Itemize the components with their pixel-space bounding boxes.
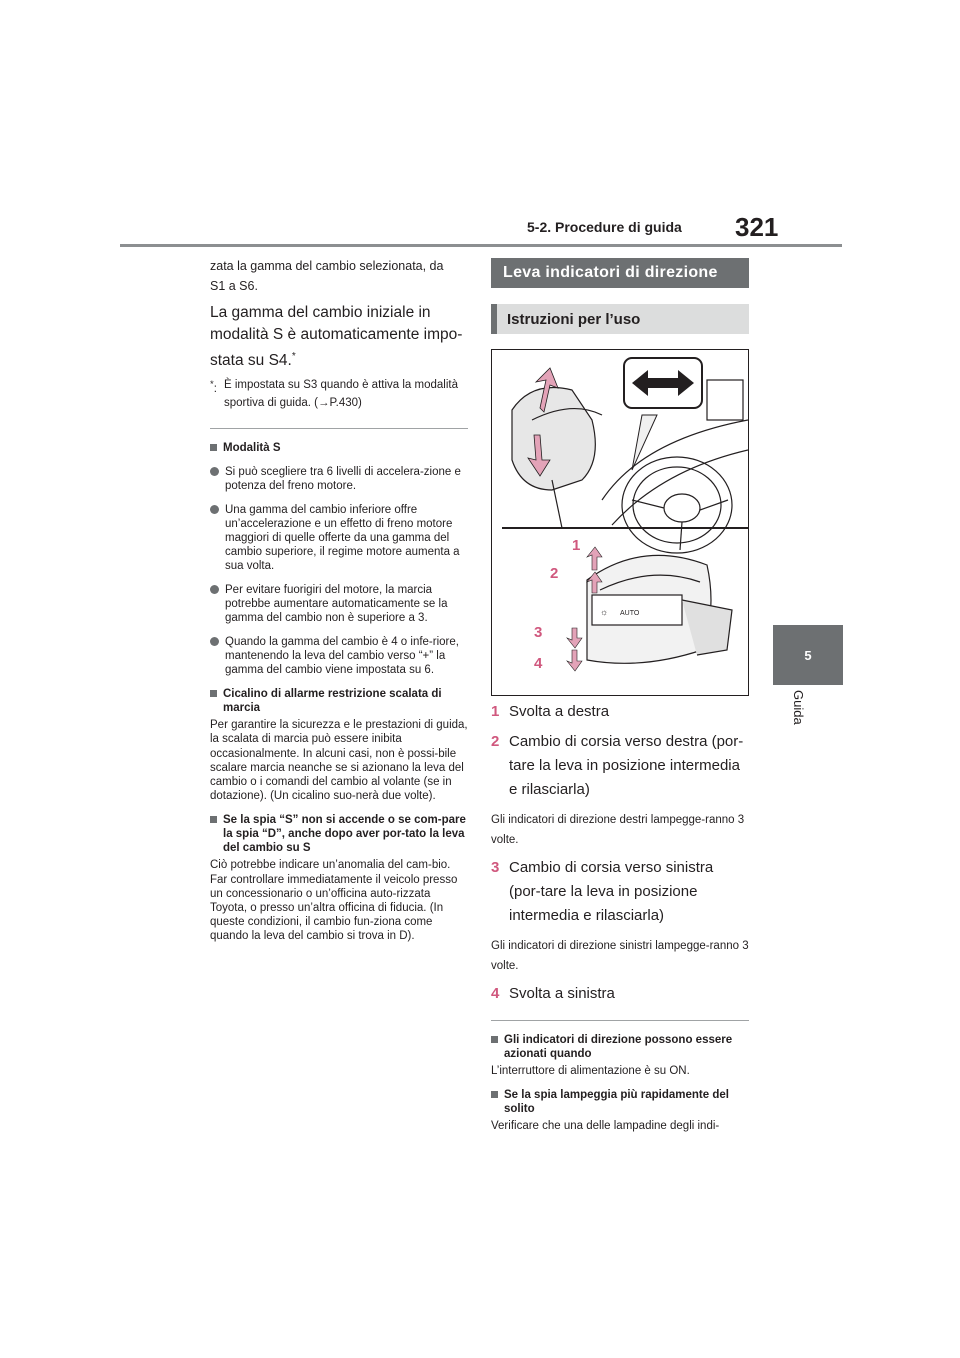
turn-signal-figure — [491, 349, 749, 696]
footnote-text: È impostata su S3 quando è attiva la modalità sportiva di guida. (→P.430) — [224, 379, 458, 410]
square-bullet-icon — [491, 1091, 498, 1098]
square-bullet-icon — [210, 690, 217, 697]
turn-signal-illustration — [492, 350, 748, 695]
callout-3: 3 — [534, 624, 543, 641]
list-item: Una gamma del cambio inferiore offre un’accelerazione e un effetto di freno motore maggiori di quelle offerte da una gamma del cambio superiore, il regime motore aumenta a sua volta. — [210, 503, 468, 573]
callout-2: 2 — [550, 565, 559, 582]
svg-text:☼: ☼ — [600, 607, 609, 617]
square-bullet-icon — [210, 444, 217, 451]
note-heading: Se la spia lampeggia più rapidamente del solito — [491, 1088, 749, 1116]
section-title: 5-2. Procedure di guida — [527, 219, 682, 235]
chapter-tab[interactable]: 5 — [773, 625, 843, 685]
section-body: Per garantire la sicurezza e le prestazioni di guida, la scalata di marcia può essere inibita occasionalmente. In alcuni casi, non è possi-bile scalare marcia neanche se si azionano la leva del cambio o i comandi del cambio al volante (se in dotazione). (Un cicalino suo-nerà due volte). — [210, 719, 468, 803]
callout-box — [624, 358, 702, 470]
section-banner: Leva indicatori di direzione — [491, 258, 749, 288]
square-bullet-icon — [210, 816, 217, 823]
svg-text:AUTO: AUTO — [620, 610, 640, 617]
note-body: L’interruttore di alimentazione è su ON. — [491, 1065, 690, 1077]
intro-line: zata la gamma del cambio selezionata, da — [210, 259, 444, 273]
list-item: Quando la gamma del cambio è 4 o infe-riore, mantenendo la leva del cambio verso “+” la gamma del cambio viene impostata su 6. — [210, 635, 468, 677]
initial-range-text: La gamma del cambio iniziale in modalità S è automaticamente impo-stata su S4.* — [210, 304, 463, 370]
s-mode-heading: Modalità S — [210, 441, 468, 455]
section-heading: Cicalino di allarme restrizione scalata di marcia — [210, 687, 468, 715]
callout-1: 1 — [572, 537, 581, 554]
divider — [491, 1020, 749, 1021]
footnote-mark: *: — [210, 379, 217, 395]
section-body: Ciò potrebbe indicare un’anomalia del cam-bio. Far controllare immediatamente il veicolo presso un concessionario o un’officina auto-rizzata Toyota, o presso un’altra officina di fiducia. (In queste condizioni, il cambio fun-ziona come quando la leva del cambio si trova in D). — [210, 859, 458, 943]
section-heading: Se la spia “S” non si accende o se com-pare la spia “D”, anche dopo aver por-tato la leva del cambio su S — [210, 813, 468, 855]
left-column — [210, 256, 468, 944]
step-caption: Gli indicatori di direzione sinistri lampegge-ranno 3 volte. — [491, 940, 749, 972]
header-rule — [120, 244, 842, 247]
step-item: 2 Cambio di corsia verso destra (por-tare la leva in posizione intermedia e rilasciarla) — [491, 733, 744, 798]
page-number: 321 — [735, 212, 779, 242]
down-arrow-icon — [567, 628, 582, 648]
down-arrow-icon — [567, 650, 582, 671]
list-item: Per evitare fuorigiri del motore, la marcia potrebbe aumentare automaticamente se la gamma del cambio non è superiore a 3. — [210, 583, 468, 625]
callout-4: 4 — [534, 655, 543, 672]
note-heading: Gli indicatori di direzione possono essere azionati quando — [491, 1033, 749, 1061]
sub-banner: Istruzioni per l’uso — [491, 304, 749, 334]
right-column — [491, 258, 749, 1133]
lever-detail — [587, 555, 732, 663]
circle-bullet-icon — [210, 637, 219, 646]
footnote — [210, 376, 468, 412]
circle-bullet-icon — [210, 585, 219, 594]
circle-bullet-icon — [210, 505, 219, 514]
step-item: 4 Svolta a sinistra — [491, 985, 615, 1002]
circle-bullet-icon — [210, 467, 219, 476]
note-body: Verificare che una delle lampadine degli indi- — [491, 1120, 720, 1133]
chapter-label: Guida — [791, 690, 806, 725]
divider — [210, 428, 468, 429]
step-item: 3 Cambio di corsia verso sinistra (por-tare la leva in posizione intermedia e rilasciarla) — [491, 859, 714, 924]
intro-line: S1 a S6. — [210, 279, 258, 293]
up-arrow-icon — [587, 547, 602, 570]
square-bullet-icon — [491, 1036, 498, 1043]
step-caption: Gli indicatori di direzione destri lampegge-ranno 3 volte. — [491, 814, 745, 846]
step-item: 1 Svolta a destra — [491, 703, 610, 720]
list-item: Si può scegliere tra 6 livelli di accelera-zione e potenza del freno motore. — [210, 465, 468, 493]
